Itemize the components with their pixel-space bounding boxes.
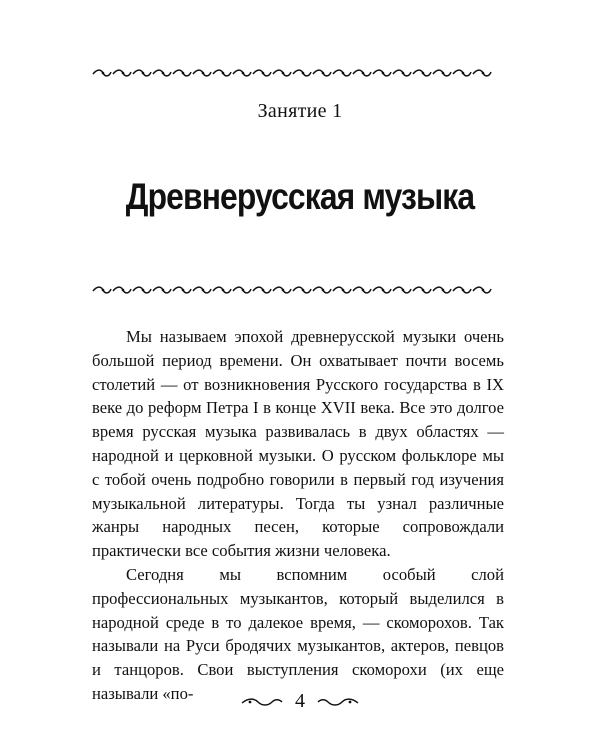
ornament-dot — [282, 72, 285, 75]
ornament-dot — [222, 72, 225, 75]
ornament-dot — [442, 72, 445, 75]
ornament-dot — [322, 289, 325, 292]
ornament-dot — [242, 289, 245, 292]
ornament-dot — [302, 289, 305, 292]
lesson-label: Занятие 1 — [257, 100, 343, 122]
page-number: 4 — [295, 690, 305, 712]
ornament-dot — [102, 72, 105, 75]
ornament-dot — [142, 72, 145, 75]
ornament-dot — [422, 289, 425, 292]
ornament-dot — [222, 289, 225, 292]
ornament-divider-top-icon — [92, 66, 500, 80]
ornament-dot — [282, 289, 285, 292]
ornament-dot — [182, 72, 185, 75]
ornament-dot — [182, 289, 185, 292]
ornament-dot — [102, 289, 105, 292]
ornament-dot — [342, 289, 345, 292]
ornament-dot — [122, 289, 125, 292]
ornament-dot — [362, 72, 365, 75]
ornament-dot — [342, 72, 345, 75]
ornament-dot — [302, 72, 305, 75]
ornament-dot — [122, 72, 125, 75]
ornament-dot — [142, 289, 145, 292]
ornament-dot — [482, 72, 485, 75]
ornament-dot — [262, 72, 265, 75]
ornament-dot — [402, 72, 405, 75]
ornament-dot — [382, 72, 385, 75]
ornament-dot — [262, 289, 265, 292]
ornament-divider-bottom-icon — [92, 283, 500, 297]
ornament-dot — [462, 289, 465, 292]
ornament-dot — [422, 72, 425, 75]
ornament-dot — [402, 289, 405, 292]
ornament-dot — [362, 289, 365, 292]
ornament-dot — [162, 72, 165, 75]
paragraph: Сегодня мы вспомним особый слой профессиональных музыкантов, который выделился в народной среде в то далекое время, — скоморохов. Так называли на Руси бродячих музыкантов, актеров, певцов и танцоров. Свои выступления скоморохи (их еще называли «по- — [92, 564, 504, 703]
paragraph: Мы называем эпохой древнерусской музыки очень большой период времени. Он охватывает почти восемь столетий — от возникновения Русского государства в IX веке до реформ Петра I в конце XVII века. Все это долгое время русская музыка развивалась в двух областях — народной и церковной музыки. О русском фольклоре мы с тобой очень подробно говорили в первый год изучения музыкальной литературы. Тогда ты узнал различные жанры народных песен, которые сопровождали практически все события жизни человека. — [92, 327, 504, 561]
ornament-dot — [322, 72, 325, 75]
ornament-dot — [202, 72, 205, 75]
page-footer — [0, 690, 600, 720]
ornament-dot — [382, 289, 385, 292]
ornament-dot — [162, 289, 165, 292]
ornament-dot — [482, 289, 485, 292]
chapter-title: Древнерусская музыка — [125, 176, 475, 217]
ornament-dot — [442, 289, 445, 292]
ornament-dot — [242, 72, 245, 75]
flourish-left-icon — [240, 696, 284, 708]
ornament-dot — [202, 289, 205, 292]
body-text — [92, 325, 504, 706]
flourish-right-icon — [316, 696, 360, 708]
ornament-dot — [462, 72, 465, 75]
